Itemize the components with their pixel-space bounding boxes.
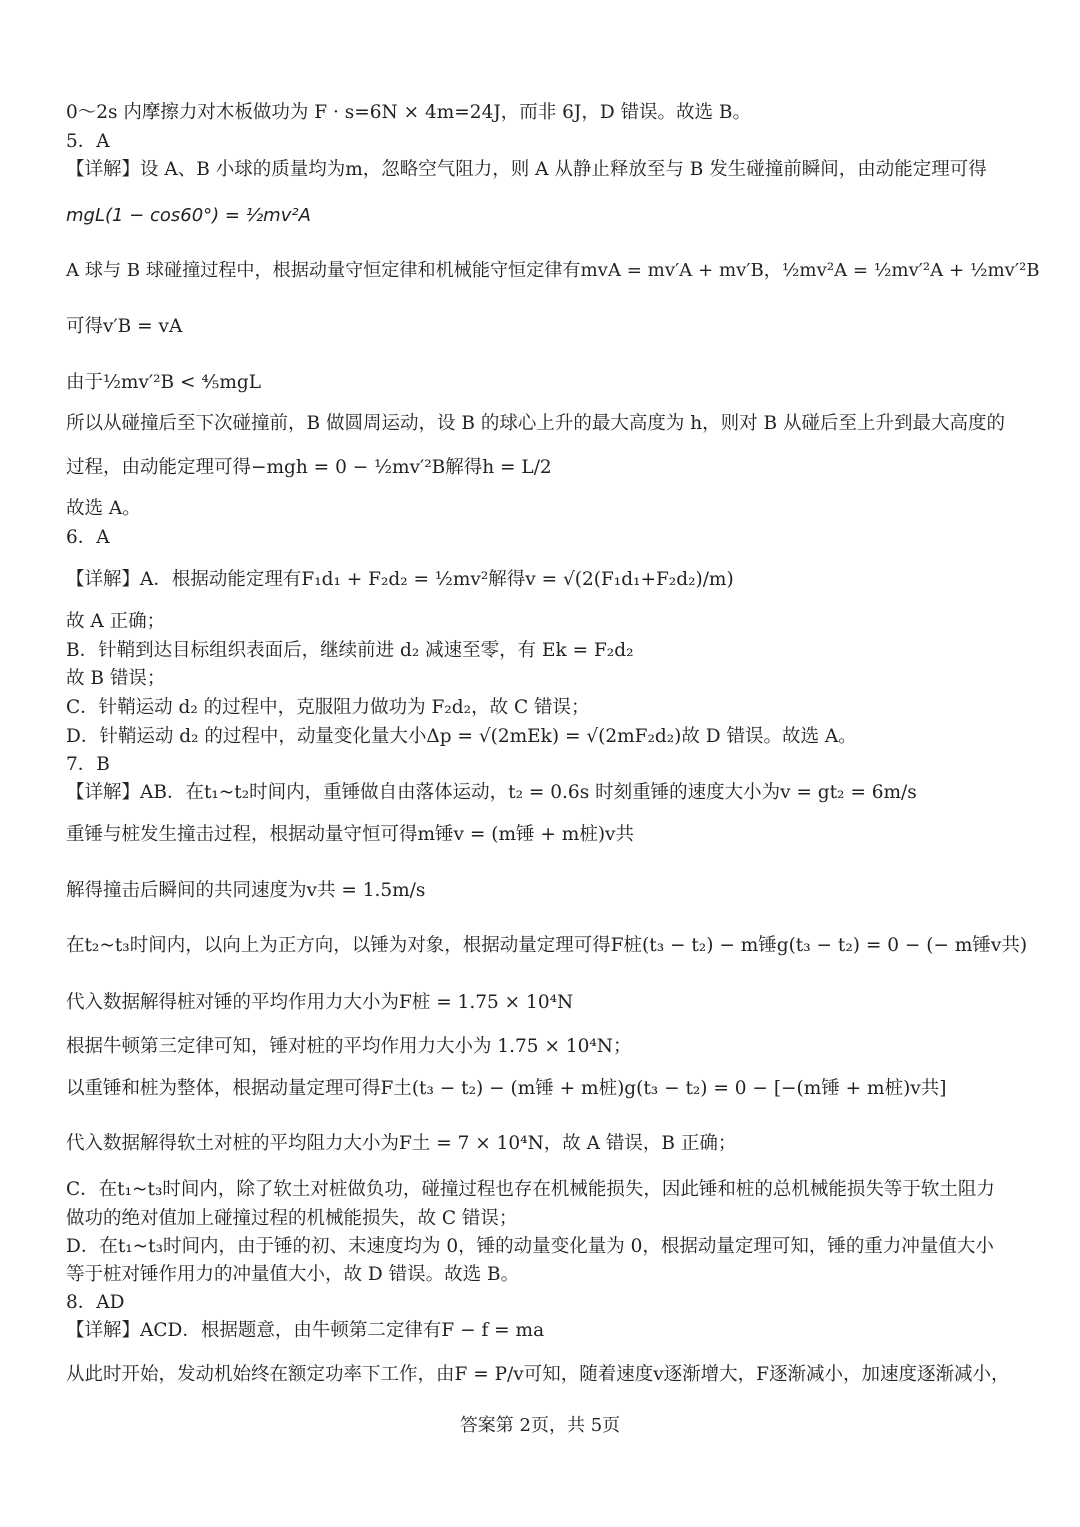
text-line: 代入数据解得桩对锤的平均作用力大小为F桩 = 1.75 × 10⁴N bbox=[66, 992, 574, 1013]
text-line: 0～2s 内摩擦力对木板做功为 F · s=6N × 4m=24J，而非 6J，D 错误。故选 B。 bbox=[66, 102, 752, 123]
question-number: 8．AD bbox=[66, 1292, 125, 1313]
text-line: 故 B 错误； bbox=[66, 668, 166, 689]
text-line: D．在t₁~t₃时间内，由于锤的初、末速度均为 0，锤的动量变化量为 0，根据动量定理可知，锤的重力冲量值大小 bbox=[66, 1236, 994, 1257]
text-line: 【详解】ACD．根据题意，由牛顿第二定律有F − f = ma bbox=[66, 1320, 545, 1341]
text-line: 代入数据解得软土对桩的平均阻力大小为F土 = 7 × 10⁴N，故 A 错误，B 正确； bbox=[66, 1133, 737, 1154]
text-line: C．在t₁~t₃时间内，除了软土对桩做负功，碰撞过程也存在机械能损失，因此锤和桩的总机械能损失等于软土阻力 bbox=[66, 1179, 995, 1200]
text-line: C．针鞘运动 d₂ 的过程中，克服阻力做功为 F₂d₂，故 C 错误； bbox=[66, 697, 590, 718]
page-footer: 答案第 2页，共 5页 bbox=[459, 1415, 621, 1436]
text-line: 从此时开始，发动机始终在额定功率下工作，由F = P/v可知，随着速度v逐渐增大，F逐渐减小，加速度逐渐减小， bbox=[66, 1364, 1010, 1385]
question-number: 5．A bbox=[66, 131, 110, 152]
question-number: 6．A bbox=[66, 527, 110, 548]
formula-line: mgL(1 − cos60°) = ½mv²A bbox=[66, 205, 311, 226]
text-line: 【详解】AB．在t₁~t₂时间内，重锤做自由落体运动，t₂ = 0.6s 时刻重锤的速度大小为v = gt₂ = 6m/s bbox=[66, 782, 917, 803]
text-line: 【详解】设 A、B 小球的质量均为m，忽略空气阻力，则 A 从静止释放至与 B 发生碰撞前瞬间，由动能定理可得 bbox=[66, 159, 987, 180]
formula-line: 可得v′B = vA bbox=[66, 316, 183, 337]
text-line: 所以从碰撞后至下次碰撞前，B 做圆周运动，设 B 的球心上升的最大高度为 h，则对 B 从碰后至上升到最大高度的 bbox=[66, 413, 1005, 434]
text-line: 以重锤和桩为整体，根据动量定理可得F土(t₃ − t₂) − (m锤 + m桩)g(t₃ − t₂) = 0 − [−(m锤 + m桩)v共] bbox=[66, 1078, 947, 1099]
text-line: 【详解】A．根据动能定理有F₁d₁ + F₂d₂ = ½mv²解得v = √(2(F₁d₁+F₂d₂)/m) bbox=[66, 569, 734, 590]
text-line: 重锤与桩发生撞击过程，根据动量守恒可得m锤v = (m锤 + m桩)v共 bbox=[66, 824, 634, 845]
text-line: A 球与 B 球碰撞过程中，根据动量守恒定律和机械能守恒定律有mvA = mv′A + mv′B，½mv²A = ½mv′²A + ½mv′²B bbox=[66, 260, 1040, 281]
text-line: D．针鞘运动 d₂ 的过程中，动量变化量大小Δp = √(2mEk) = √(2mF₂d₂)故 D 错误。故选 A。 bbox=[66, 726, 857, 747]
text-line: 等于桩对锤作用力的冲量值大小，故 D 错误。故选 B。 bbox=[66, 1264, 520, 1285]
text-line: 故 A 正确； bbox=[66, 611, 166, 632]
text-line: B．针鞘到达目标组织表面后，继续前进 d₂ 减速至零，有 Ek = F₂d₂ bbox=[66, 640, 634, 661]
text-line: 过程，由动能定理可得−mgh = 0 − ½mv′²B解得h = L/2 bbox=[66, 457, 552, 478]
formula-line: 由于½mv′²B < ⅘mgL bbox=[66, 372, 261, 393]
text-line: 在t₂~t₃时间内，以向上为正方向，以锤为对象，根据动量定理可得F桩(t₃ − t₂) − m锤g(t₃ − t₂) = 0 − (− m锤v共) bbox=[66, 935, 1028, 956]
text-line: 故选 A。 bbox=[66, 498, 141, 519]
text-line: 根据牛顿第三定律可知，锤对桩的平均作用力大小为 1.75 × 10⁴N； bbox=[66, 1036, 632, 1057]
text-line: 做功的绝对值加上碰撞过程的机械能损失，故 C 错误； bbox=[66, 1208, 518, 1229]
text-line: 解得撞击后瞬间的共同速度为v共 = 1.5m/s bbox=[66, 880, 426, 901]
question-number: 7．B bbox=[66, 754, 110, 775]
